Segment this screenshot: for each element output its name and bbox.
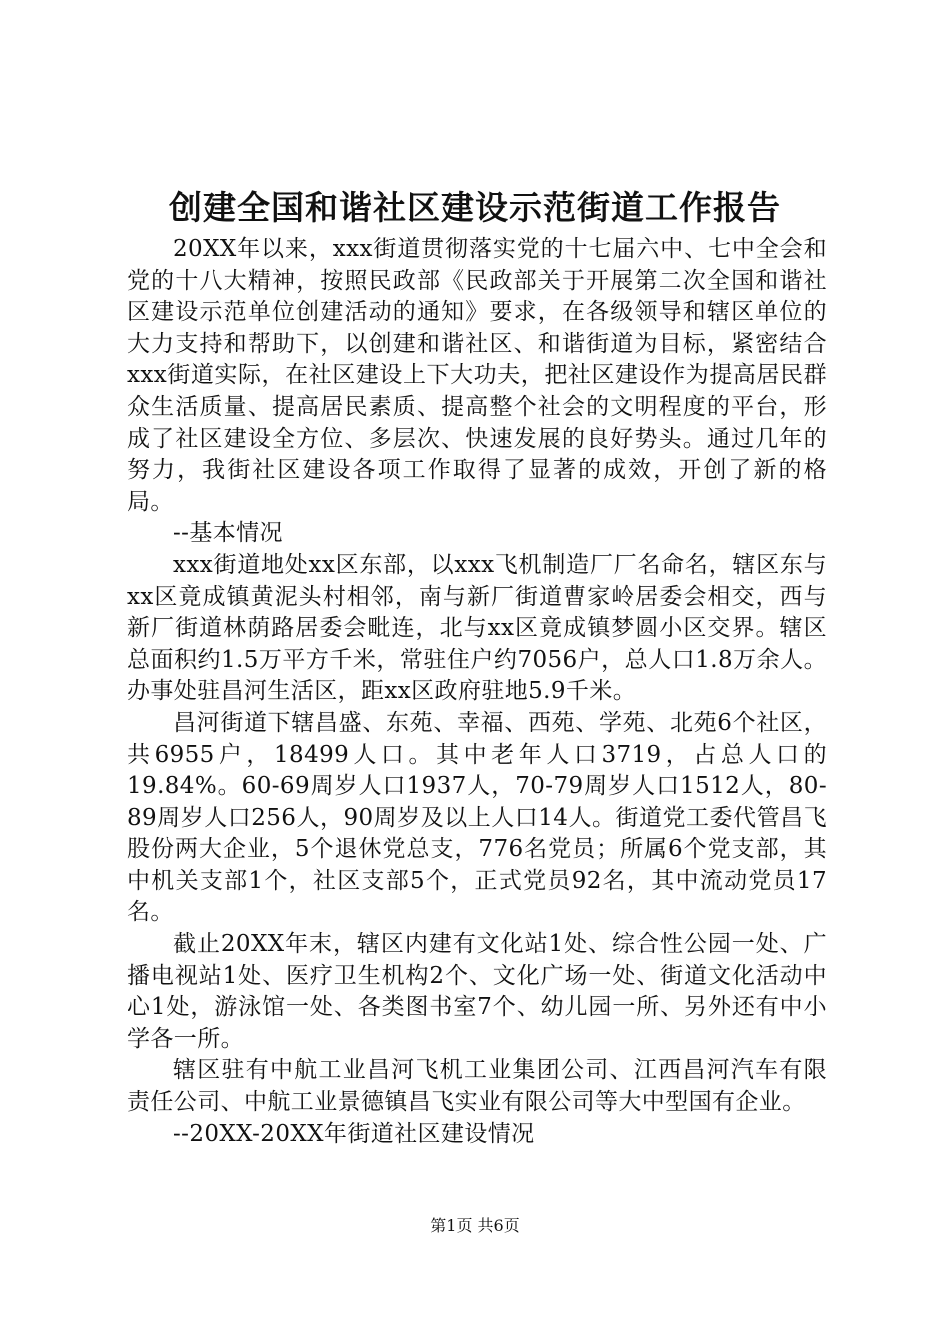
- section-heading-basic-info: --基本情况: [173, 520, 283, 547]
- document-body: [127, 234, 827, 1150]
- paragraph-intro: 20XX年以来，xxx街道贯彻落实党的十七届六中、七中全会和党的十八大精神，按照民政部《民政部关于开展第二次全国和谐社区建设示范单位创建活动的通知》要求，在各级领导和辖区单位的大力支持和帮助下，以创建和谐社区、和谐街道为目标，紧密结合xxx街道实际，在社区建设上下大功夫，把社区建设作为提高居民群众生活质量、提高居民素质、提高整个社会的文明程度的平台，形成了社区建设全方位、多层次、快速发展的良好势头。通过几年的努力，我街社区建设各项工作取得了显著的成效，开创了新的格局。: [127, 236, 827, 515]
- paragraph-location: xxx街道地处xx区东部，以xxx飞机制造厂厂名命名，辖区东与xx区竟成镇黄泥头村相邻，南与新厂街道曹家岭居委会相交，西与新厂街道林荫路居委会毗连，北与xx区竟成镇梦圆小区交界。辖区总面积约1.5万平方千米，常驻住户约7056户，总人口1.8万余人。办事处驻昌河生活区，距xx区政府驻地5.9千米。: [127, 551, 827, 705]
- paragraph-facilities: 截止20XX年末，辖区内建有文化站1处、综合性公园一处、广播电视站1处、医疗卫生机构2个、文化广场一处、街道文化活动中心1处，游泳馆一处、各类图书室7个、幼儿园一所、另外还有中小学各一所。: [127, 931, 827, 1052]
- page-number-footer: 第1页 共6页: [430, 1216, 520, 1235]
- document-title: 创建全国和谐社区建设示范街道工作报告: [169, 188, 781, 227]
- section-heading-construction: --20XX-20XX年街道社区建设情况: [173, 1120, 535, 1147]
- paragraph-population: 昌河街道下辖昌盛、东苑、幸福、西苑、学苑、北苑6个社区，共6955户，18499人口。其中老年人口3719，占总人口的19.84%。60-69周岁人口1937人，70-79周岁人口1512人，80-89周岁人口256人，90周岁及以上人口14人。街道党工委代管昌飞股份两大企业，5个退休党总支，776名党员；所属6个党支部，其中机关支部1个，社区支部5个，正式党员92名，其中流动党员17名。: [127, 709, 827, 926]
- paragraph-enterprises: 辖区驻有中航工业昌河飞机工业集团公司、江西昌河汽车有限责任公司、中航工业景德镇昌飞实业有限公司等大中型国有企业。: [127, 1057, 827, 1116]
